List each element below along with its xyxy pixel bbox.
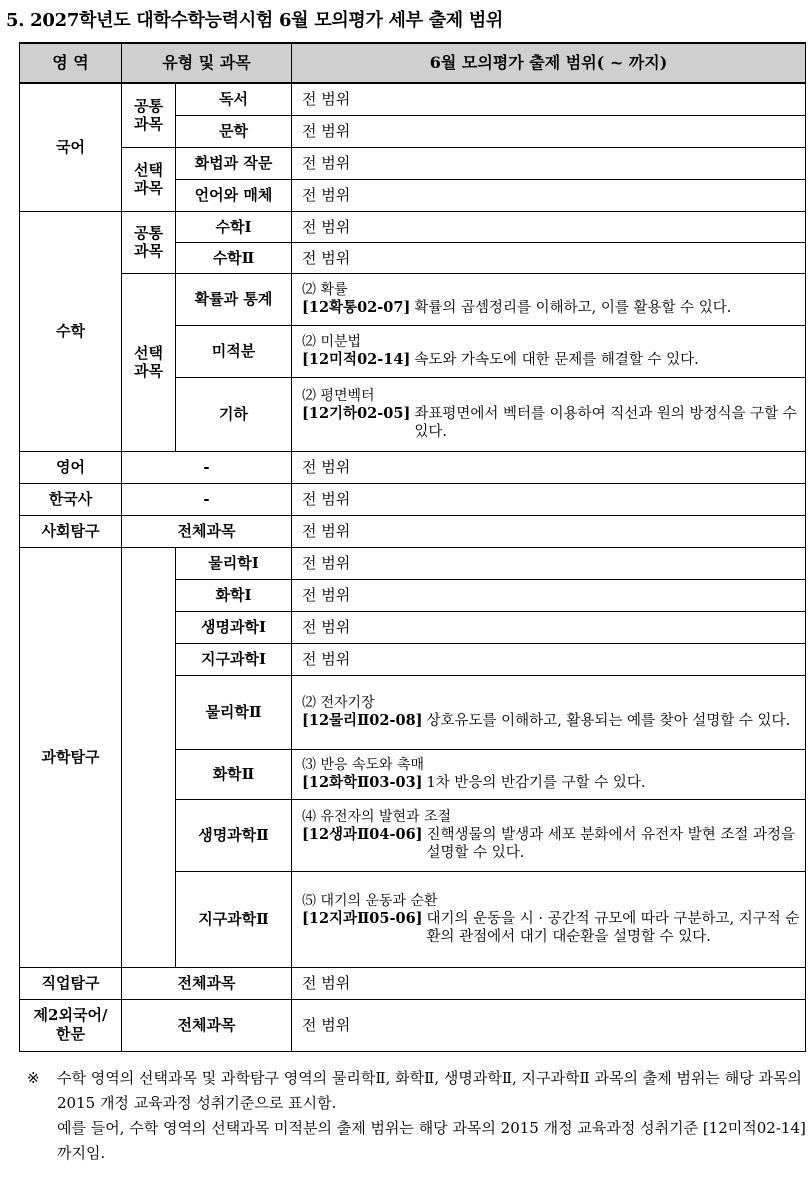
area-social: 사회탐구 <box>20 515 122 547</box>
table-row <box>20 273 806 325</box>
range-cell: 전 범위 <box>292 147 806 179</box>
subject-calculus: 미적분 <box>176 325 292 377</box>
note-mark: ※ <box>27 1069 40 1087</box>
standard-code: [12확통02-07] <box>302 299 411 316</box>
standard-code: [12지과Ⅱ05-06] <box>302 910 423 927</box>
standard-code: [12생과Ⅱ04-06] <box>302 826 423 843</box>
page-title: 5. 2027학년도 대학수학능력시험 6월 모의평가 세부 출제 범위 <box>6 10 504 31</box>
header-type: 유형 및 과목 <box>122 43 292 83</box>
group-korean-elective: 선택 과목 <box>122 147 176 211</box>
type-foreign-language: 전체과목 <box>122 999 292 1051</box>
standard-text: 속도와 가속도에 대한 문제를 해결할 수 있다. <box>414 352 699 368</box>
subject-physics2: 물리학Ⅱ <box>176 675 292 749</box>
standard-cell <box>292 273 806 325</box>
note-line-1: 수학 영역의 선택과목 및 과학탐구 영역의 물리학Ⅱ, 화학Ⅱ, 생명과학Ⅱ, 지구과학Ⅱ 과목의 출제 범위는 해당 과목의 2015 개정 교육과정 성취기준으로 표시함. <box>57 1069 802 1112</box>
area-korean: 국어 <box>20 83 122 211</box>
area-science: 과학탐구 <box>20 547 122 967</box>
standard-cell <box>292 325 806 377</box>
standard-cell <box>292 871 806 967</box>
standard-code: [12화학Ⅱ03-03] <box>302 774 423 791</box>
standard-text: 대기의 운동을 시 · 공간적 규모에 따라 구분하고, 지구적 순환의 관점에서 대기 대순환을 설명할 수 있다. <box>426 911 800 945</box>
standard-cell <box>292 675 806 749</box>
range-cell: 전 범위 <box>292 515 806 547</box>
exam-range-table <box>19 42 806 1052</box>
range-cell: 전 범위 <box>292 483 806 515</box>
range-cell: 전 범위 <box>292 451 806 483</box>
standard-text: 좌표평면에서 벡터를 이용하여 직선과 원의 방정식을 구할 수 있다. <box>414 406 797 440</box>
area-math: 수학 <box>20 211 122 451</box>
type-english: - <box>122 451 292 483</box>
subject-earth1: 지구과학Ⅰ <box>176 643 292 675</box>
table-row <box>20 211 806 242</box>
subject-reading: 독서 <box>176 83 292 115</box>
standard-text: 진핵생물의 발생과 세포 분화에서 유전자 발현 조절 과정을 설명할 수 있다. <box>426 827 795 861</box>
standard-text: 확률의 곱셈정리를 이해하고, 이를 활용할 수 있다. <box>414 300 732 316</box>
subject-geometry: 기하 <box>176 377 292 451</box>
subject-math1: 수학Ⅰ <box>176 211 292 242</box>
unit-title: ⑵ 평면벡터 <box>302 388 375 404</box>
type-vocational: 전체과목 <box>122 967 292 999</box>
type-history: - <box>122 483 292 515</box>
unit-title: ⑵ 미분법 <box>302 334 362 350</box>
subject-earth2: 지구과학Ⅱ <box>176 871 292 967</box>
subject-language-media: 언어와 매체 <box>176 179 292 211</box>
group-math-elective: 선택 과목 <box>122 273 176 451</box>
subject-chemistry1: 화학Ⅰ <box>176 579 292 611</box>
unit-title: ⑵ 전자기장 <box>302 695 375 711</box>
subject-chemistry2: 화학Ⅱ <box>176 749 292 799</box>
unit-title: ⑵ 확률 <box>302 282 348 298</box>
range-cell: 전 범위 <box>292 242 806 273</box>
subject-biology1: 생명과학Ⅰ <box>176 611 292 643</box>
area-english: 영어 <box>20 451 122 483</box>
subject-math2: 수학Ⅱ <box>176 242 292 273</box>
standard-code: [12물리Ⅱ02-08] <box>302 712 423 729</box>
group-math-common: 공통 과목 <box>122 211 176 273</box>
standard-cell <box>292 799 806 871</box>
table-row <box>20 967 806 999</box>
standard-cell <box>292 749 806 799</box>
range-cell: 전 범위 <box>292 547 806 579</box>
range-cell: 전 범위 <box>292 643 806 675</box>
range-cell: 전 범위 <box>292 211 806 242</box>
area-foreign-language: 제2외국어/ 한문 <box>20 999 122 1051</box>
unit-title: ⑷ 유전자의 발현과 조절 <box>302 809 452 825</box>
range-cell: 전 범위 <box>292 967 806 999</box>
table-row <box>20 83 806 115</box>
science-group-spacer <box>122 547 176 967</box>
table-row <box>20 515 806 547</box>
range-cell: 전 범위 <box>292 83 806 115</box>
subject-physics1: 물리학Ⅰ <box>176 547 292 579</box>
table-row <box>20 147 806 179</box>
subject-probability: 확률과 통계 <box>176 273 292 325</box>
standard-code: [12기하02-05] <box>302 405 411 422</box>
table-row <box>20 547 806 579</box>
subject-biology2: 생명과학Ⅱ <box>176 799 292 871</box>
note-line-2: 예를 들어, 수학 영역의 선택과목 미적분의 출제 범위는 해당 과목의 2015 개정 교육과정 성취기준 [12미적02-14]까지임. <box>57 1119 806 1162</box>
type-social: 전체과목 <box>122 515 292 547</box>
area-vocational: 직업탐구 <box>20 967 122 999</box>
header-range: 6월 모의평가 출제 범위( ~ 까지) <box>292 43 806 83</box>
standard-cell <box>292 377 806 451</box>
header-area: 영 역 <box>20 43 122 83</box>
footnote <box>27 1066 809 1166</box>
standard-code: [12미적02-14] <box>302 351 411 368</box>
subject-speech-writing: 화법과 작문 <box>176 147 292 179</box>
range-cell: 전 범위 <box>292 611 806 643</box>
table-row <box>20 483 806 515</box>
unit-title: ⑶ 반응 속도와 촉매 <box>302 757 425 773</box>
standard-text: 상호유도를 이해하고, 활용되는 예를 찾아 설명할 수 있다. <box>426 713 791 729</box>
group-korean-common: 공통 과목 <box>122 83 176 147</box>
range-cell: 전 범위 <box>292 179 806 211</box>
header-row <box>20 43 806 83</box>
table-row <box>20 451 806 483</box>
subject-literature: 문학 <box>176 115 292 147</box>
unit-title: ⑸ 대기의 운동과 순환 <box>302 893 438 909</box>
range-cell: 전 범위 <box>292 579 806 611</box>
area-history: 한국사 <box>20 483 122 515</box>
standard-text: 1차 반응의 반감기를 구할 수 있다. <box>426 775 646 791</box>
range-cell: 전 범위 <box>292 999 806 1051</box>
range-cell: 전 범위 <box>292 115 806 147</box>
table-row <box>20 999 806 1051</box>
